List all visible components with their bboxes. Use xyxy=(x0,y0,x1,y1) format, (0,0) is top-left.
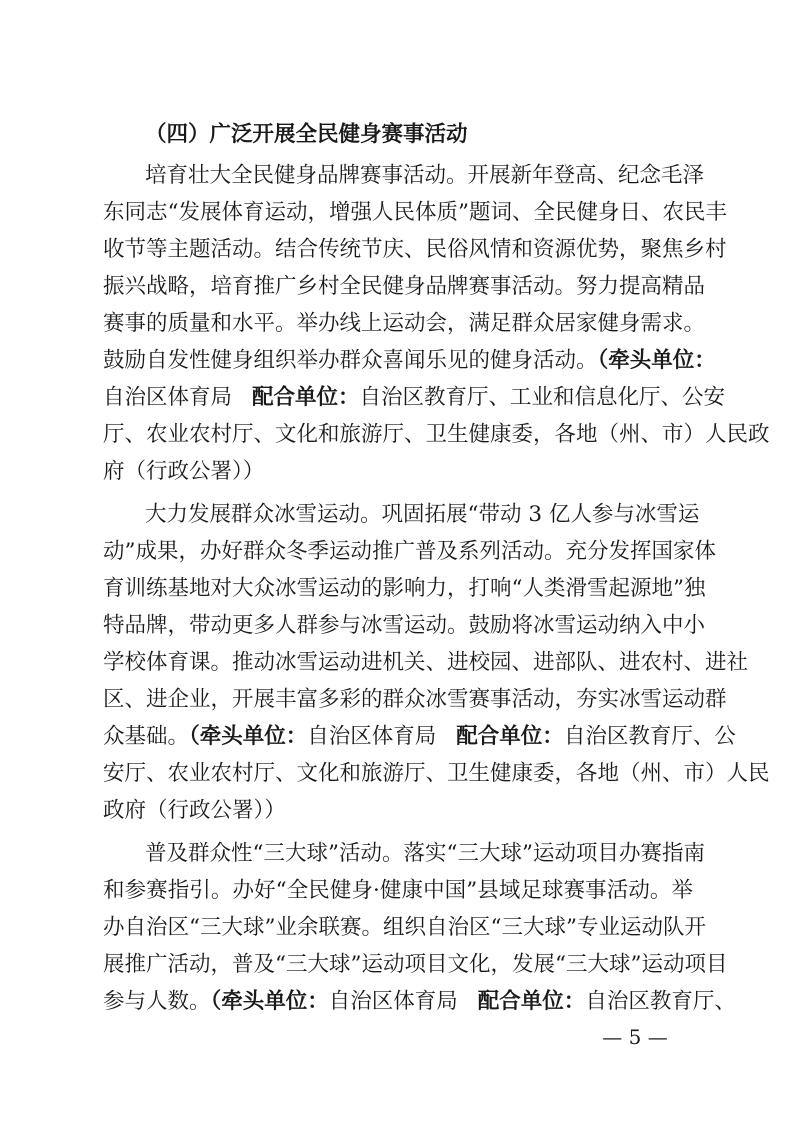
paragraph-1-coop-label: 配合单位： xyxy=(252,385,360,410)
paragraph-1-line-7 xyxy=(103,381,726,415)
paragraph-1-lead-unit: 自治区体育局 xyxy=(103,385,233,410)
paragraph-3-lead-unit: 自治区体育局 xyxy=(328,989,458,1014)
paragraph-1-lead-label: （牵头单位： xyxy=(597,348,716,373)
paragraph-3-line-2: 和参赛指引。办好“全民健身·健康中国”县域足球赛事活动。举 xyxy=(103,878,693,903)
paragraph-2-line-3: 育训练基地对大众冰雪运动的影响力，打响“人类滑雪起源地”独 xyxy=(103,576,706,601)
paragraph-3-line-1: 普及群众性“三大球”活动。落实“三大球”运动项目办赛指南 xyxy=(145,841,705,866)
paragraph-2-line-9: 政府（行政公署）） xyxy=(103,798,286,823)
paragraph-1-coop-units: 自治区教育厅、工业和信息化厅、公安 xyxy=(359,385,726,410)
paragraph-2-line-1: 大力发展群众冰雪运动。巩固拓展“带动 3 亿人参与冰雪运 xyxy=(145,502,700,527)
paragraph-3-lead-label: （牵头单位： xyxy=(210,989,329,1014)
paragraph-3-line-4: 展推广活动，普及“三大球”运动项目文化，发展“三大球”运动项目 xyxy=(103,952,728,977)
paragraph-3-line-5-text: 参与人数。 xyxy=(103,989,211,1014)
paragraph-1-line-4: 振兴战略，培育推广乡村全民健身品牌赛事活动。努力提高精品 xyxy=(103,274,706,299)
paragraph-2-lead-label: （牵头单位： xyxy=(189,724,308,749)
paragraph-1-line-9: 府（行政公署）） xyxy=(103,459,265,484)
paragraph-2-line-2: 动”成果，办好群众冬季运动推广普及系列活动。充分发挥国家体 xyxy=(103,539,716,564)
paragraph-2-coop-units: 自治区教育厅、公 xyxy=(563,724,736,749)
paragraph-3-line-3: 办自治区“三大球”业余联赛。组织自治区“三大球”专业运动队开 xyxy=(103,915,706,940)
section-heading: （四）广泛开展全民健身赛事活动 xyxy=(145,122,468,147)
paragraph-2-line-5: 学校体育课。推动冰雪运动进机关、进校园、进部队、进农村、进社 xyxy=(103,650,749,675)
paragraph-1-line-1: 培育壮大全民健身品牌赛事活动。开展新年登高、纪念毛泽 xyxy=(145,163,705,188)
paragraph-1-line-5: 赛事的质量和水平。举办线上运动会，满足群众居家健身需求。 xyxy=(103,311,706,336)
paragraph-1-line-8: 厅、农业农村厅、文化和旅游厅、卫生健康委，各地（州、市）人民政 xyxy=(103,422,770,447)
paragraph-2-lead-unit: 自治区体育局 xyxy=(307,724,437,749)
paragraph-3-coop-units: 自治区教育厅、 xyxy=(585,989,736,1014)
paragraph-2-coop-label: 配合单位： xyxy=(456,724,564,749)
paragraph-1-line-2: 东同志“发展体育运动，增强人民体质”题词、全民健身日、农民丰 xyxy=(103,200,727,225)
paragraph-1-line-3: 收节等主题活动。结合传统节庆、民俗风情和资源优势，聚焦乡村 xyxy=(103,237,727,262)
paragraph-2-line-7 xyxy=(103,720,736,754)
paragraph-2-line-4: 特品牌，带动更多人群参与冰雪运动。鼓励将冰雪运动纳入中小 xyxy=(103,613,706,638)
paragraph-2-line-6: 区、进企业，开展丰富多彩的群众冰雪赛事活动，夯实冰雪运动群 xyxy=(103,687,727,712)
paragraph-2-line-7-text: 众基础。 xyxy=(103,724,190,749)
page-number: — 5 — xyxy=(602,1025,668,1049)
paragraph-1-line-6 xyxy=(103,344,716,378)
paragraph-2-line-8: 安厅、农业农村厅、文化和旅游厅、卫生健康委，各地（州、市）人民 xyxy=(103,761,770,786)
paragraph-3-coop-label: 配合单位： xyxy=(477,989,586,1014)
paragraph-1-line-6-text: 鼓励自发性健身组织举办群众喜闻乐见的健身活动。 xyxy=(103,348,598,373)
paragraph-3-line-5 xyxy=(103,985,736,1019)
